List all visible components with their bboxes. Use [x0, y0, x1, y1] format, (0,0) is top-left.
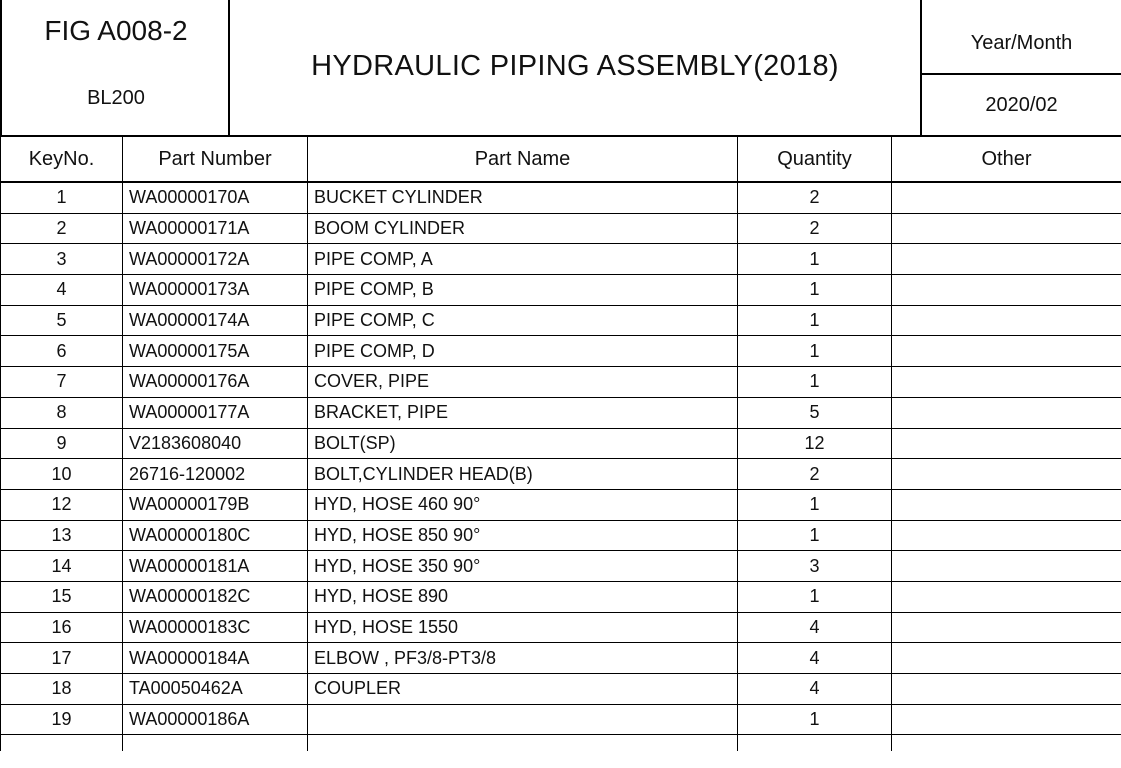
cell-other	[892, 305, 1121, 336]
cell-other	[892, 581, 1121, 612]
column-header-part-number: Part Number	[123, 137, 308, 182]
cell-keyno: 10	[1, 459, 123, 490]
cell-part-name: PIPE COMP, A	[308, 244, 738, 275]
cell-keyno: 6	[1, 336, 123, 367]
cell-part-number: WA00000184A	[123, 643, 308, 674]
cell-keyno: 9	[1, 428, 123, 459]
cell-part-number: WA00000171A	[123, 213, 308, 244]
table-row	[1, 213, 1121, 244]
cell-other	[892, 275, 1121, 306]
cell-part-name: HYD, HOSE 850 90°	[308, 520, 738, 551]
cell-part-name	[308, 704, 738, 735]
table-row	[1, 643, 1121, 674]
cell-keyno: 17	[1, 643, 123, 674]
cell-part-number: 26716-120002	[123, 459, 308, 490]
figure-number: FIG A008-2	[44, 15, 188, 46]
cell-keyno: 13	[1, 520, 123, 551]
cell-part-name: ELBOW , PF3/8-PT3/8	[308, 643, 738, 674]
cell-other	[892, 612, 1121, 643]
cell-part-number: WA00000182C	[123, 581, 308, 612]
table-row	[1, 336, 1121, 367]
cell-quantity: 1	[738, 704, 892, 735]
cell-part-name: HYD, HOSE 890	[308, 581, 738, 612]
table-row	[1, 275, 1121, 306]
cell-quantity: 1	[738, 305, 892, 336]
cell-part-number: WA00000186A	[123, 704, 308, 735]
cell-part-name: COUPLER	[308, 674, 738, 705]
cell-quantity: 3	[738, 551, 892, 582]
cell-quantity: 4	[738, 612, 892, 643]
cell-part-number: TA00050462A	[123, 674, 308, 705]
cell-keyno: 7	[1, 367, 123, 398]
cell-quantity: 1	[738, 275, 892, 306]
cell-quantity: 1	[738, 244, 892, 275]
cell-part-name: PIPE COMP, C	[308, 305, 738, 336]
cell-part-name: BOLT,CYLINDER HEAD(B)	[308, 459, 738, 490]
page-title: HYDRAULIC PIPING ASSEMBLY(2018)	[311, 50, 839, 82]
cell-other	[892, 367, 1121, 398]
cell-part-name: PIPE COMP, D	[308, 336, 738, 367]
cell-part-name: HYD, HOSE 460 90°	[308, 489, 738, 520]
cell-keyno: 15	[1, 581, 123, 612]
cell-part-number: WA00000172A	[123, 244, 308, 275]
year-month-label: Year/Month	[922, 0, 1121, 75]
title-cell	[230, 0, 920, 135]
cell-part-number: WA00000173A	[123, 275, 308, 306]
cell-keyno: 3	[1, 244, 123, 275]
column-header-keyno: KeyNo.	[1, 137, 123, 182]
cell-quantity: 4	[738, 643, 892, 674]
cell-keyno: 12	[1, 489, 123, 520]
table-row	[1, 244, 1121, 275]
cell-quantity: 1	[738, 489, 892, 520]
cell-part-number: WA00000180C	[123, 520, 308, 551]
sheet-header	[0, 0, 1121, 137]
cell-part-name: PIPE COMP, B	[308, 275, 738, 306]
cell-quantity: 1	[738, 336, 892, 367]
cell-part-number: WA00000181A	[123, 551, 308, 582]
column-header-quantity: Quantity	[738, 137, 892, 182]
table-row	[1, 612, 1121, 643]
empty-cell	[738, 735, 892, 752]
cell-part-number: WA00000176A	[123, 367, 308, 398]
cell-other	[892, 336, 1121, 367]
cell-other	[892, 459, 1121, 490]
cell-keyno: 16	[1, 612, 123, 643]
table-row	[1, 182, 1121, 213]
cell-other	[892, 244, 1121, 275]
cell-keyno: 4	[1, 275, 123, 306]
cell-part-number: WA00000177A	[123, 397, 308, 428]
table-row	[1, 367, 1121, 398]
empty-cell	[892, 735, 1121, 752]
parts-table-body	[1, 182, 1121, 751]
table-row	[1, 397, 1121, 428]
cell-other	[892, 182, 1121, 213]
cell-keyno: 2	[1, 213, 123, 244]
figure-info-cell	[0, 0, 230, 135]
cell-quantity: 1	[738, 581, 892, 612]
cell-other	[892, 643, 1121, 674]
table-row-empty	[1, 735, 1121, 752]
cell-keyno: 8	[1, 397, 123, 428]
cell-part-number: V2183608040	[123, 428, 308, 459]
parts-table	[0, 137, 1121, 751]
cell-keyno: 19	[1, 704, 123, 735]
empty-cell	[1, 735, 123, 752]
column-header-other: Other	[892, 137, 1121, 182]
cell-part-name: BOOM CYLINDER	[308, 213, 738, 244]
cell-part-name: BUCKET CYLINDER	[308, 182, 738, 213]
cell-keyno: 5	[1, 305, 123, 336]
cell-quantity: 2	[738, 213, 892, 244]
empty-cell	[308, 735, 738, 752]
column-header-part-name: Part Name	[308, 137, 738, 182]
cell-quantity: 1	[738, 367, 892, 398]
cell-quantity: 4	[738, 674, 892, 705]
cell-part-number: WA00000179B	[123, 489, 308, 520]
model-name: BL200	[87, 87, 145, 109]
cell-quantity: 2	[738, 459, 892, 490]
table-row	[1, 704, 1121, 735]
table-row	[1, 520, 1121, 551]
cell-other	[892, 520, 1121, 551]
cell-other	[892, 674, 1121, 705]
cell-part-name: HYD, HOSE 350 90°	[308, 551, 738, 582]
cell-part-number: WA00000174A	[123, 305, 308, 336]
cell-keyno: 18	[1, 674, 123, 705]
table-row	[1, 551, 1121, 582]
cell-other	[892, 213, 1121, 244]
year-month-value: 2020/02	[985, 94, 1058, 116]
cell-part-name: HYD, HOSE 1550	[308, 612, 738, 643]
table-row	[1, 305, 1121, 336]
table-row	[1, 428, 1121, 459]
cell-other	[892, 551, 1121, 582]
cell-part-name: BOLT(SP)	[308, 428, 738, 459]
cell-quantity: 12	[738, 428, 892, 459]
cell-quantity: 5	[738, 397, 892, 428]
cell-other	[892, 704, 1121, 735]
table-row	[1, 489, 1121, 520]
cell-quantity: 1	[738, 520, 892, 551]
cell-part-number: WA00000183C	[123, 612, 308, 643]
cell-other	[892, 428, 1121, 459]
table-row	[1, 581, 1121, 612]
cell-other	[892, 489, 1121, 520]
table-header-row	[1, 137, 1121, 182]
cell-keyno: 14	[1, 551, 123, 582]
table-row	[1, 459, 1121, 490]
cell-part-number: WA00000170A	[123, 182, 308, 213]
cell-keyno: 1	[1, 182, 123, 213]
empty-cell	[123, 735, 308, 752]
date-cell	[920, 0, 1121, 135]
cell-other	[892, 397, 1121, 428]
cell-quantity: 2	[738, 182, 892, 213]
cell-part-name: COVER, PIPE	[308, 367, 738, 398]
cell-part-number: WA00000175A	[123, 336, 308, 367]
cell-part-name: BRACKET, PIPE	[308, 397, 738, 428]
table-row	[1, 674, 1121, 705]
